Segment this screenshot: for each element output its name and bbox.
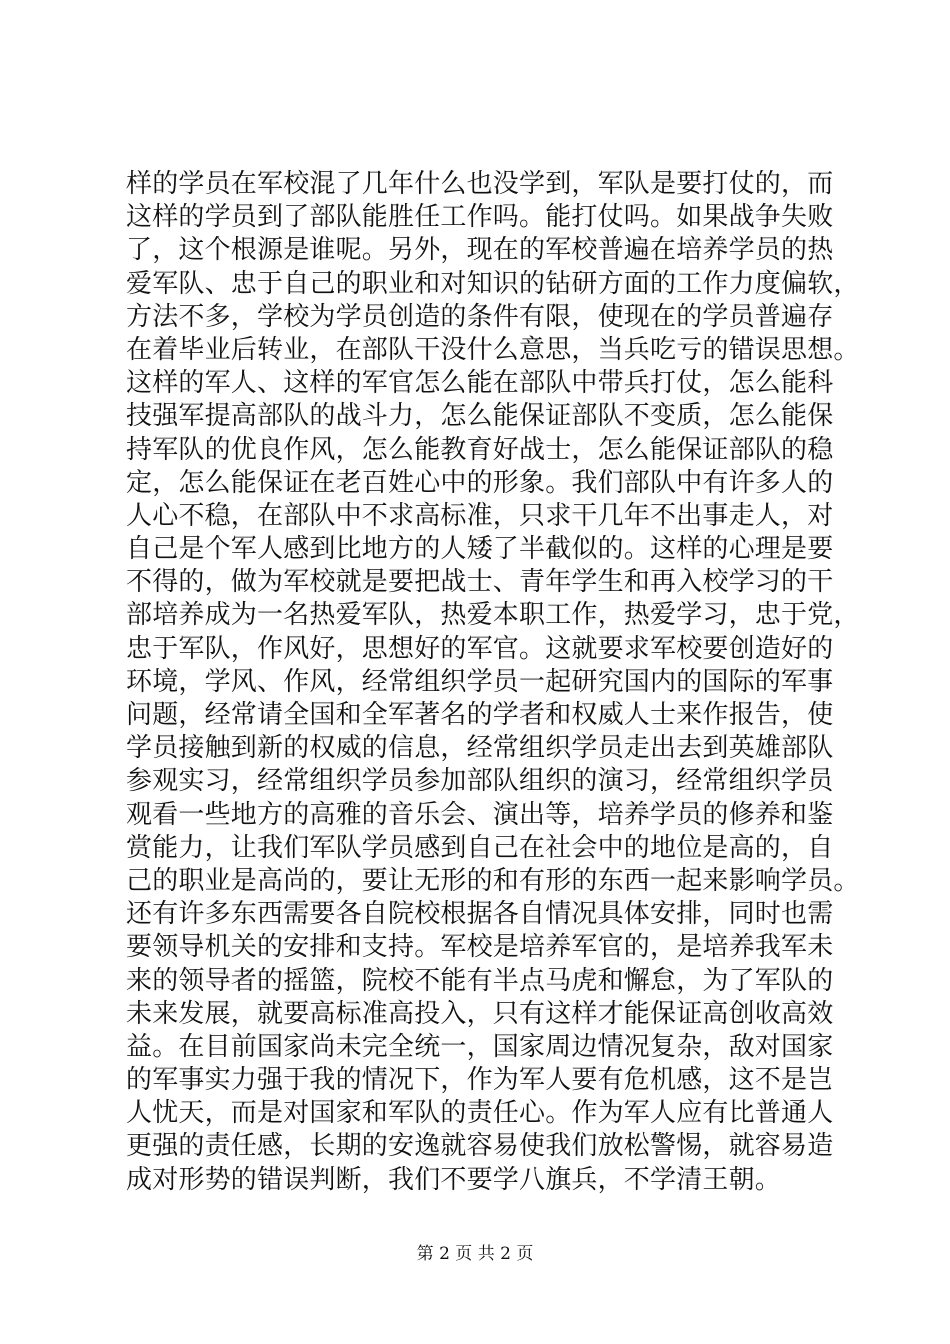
text-line: 来的领导者的摇篮，院校不能有半点马虎和懈怠，为了军队的 xyxy=(126,965,834,996)
text-line: 观看一些地方的高雅的音乐会、演出等，培养学员的修养和鉴 xyxy=(126,799,834,830)
text-line: 更强的责任感，长期的安逸就容易使我们放松警惕，就容易造 xyxy=(126,1131,834,1162)
text-line: 赏能力，让我们军队学员感到自己在社会中的地位是高的，自 xyxy=(126,832,834,863)
text-line: 益。在目前国家尚未完全统一，国家周边情况复杂，敌对国家 xyxy=(126,1031,834,1062)
text-line: 学员接触到新的权威的信息，经常组织学员走出去到英雄部队 xyxy=(126,733,834,764)
text-line: 部培养成为一名热爱军队，热爱本职工作，热爱学习，忠于党， xyxy=(126,600,860,631)
text-line: 持军队的优良作风，怎么能教育好战士，怎么能保证部队的稳 xyxy=(126,434,834,465)
text-line: 人心不稳，在部队中不求高标准，只求干几年不出事走人，对 xyxy=(126,500,834,531)
text-line: 还有许多东西需要各自院校根据各自情况具体安排，同时也需 xyxy=(126,899,834,930)
body-text xyxy=(126,168,860,1197)
text-line: 环境，学风、作风，经常组织学员一起研究国内的国际的军事 xyxy=(126,666,834,697)
text-line: 技强军提高部队的战斗力，怎么能保证部队不变质，怎么能保 xyxy=(126,401,834,432)
page-number-label: 第 2 页 共 2 页 xyxy=(416,1244,534,1264)
text-line: 问题，经常请全国和全军著名的学者和权威人士来作报告，使 xyxy=(126,700,834,730)
text-line: 了，这个根源是谁呢。另外，现在的军校普遍在培养学员的热 xyxy=(126,235,834,266)
text-line: 定，怎么能保证在老百姓心中的形象。我们部队中有许多人的 xyxy=(126,467,834,498)
text-line: 要领导机关的安排和支持。军校是培养军官的，是培养我军未 xyxy=(126,932,834,963)
text-line: 己的职业是高尚的，要让无形的和有形的东西一起来影响学员。 xyxy=(126,865,860,896)
text-line: 成对形势的错误判断，我们不要学八旗兵，不学清王朝。 xyxy=(126,1164,782,1195)
text-line: 这样的学员到了部队能胜任工作吗。能打仗吗。如果战争失败 xyxy=(126,202,834,233)
text-line: 未来发展，就要高标准高投入，只有这样才能保证高创收高效 xyxy=(126,998,834,1029)
text-line: 爱军队、忠于自己的职业和对知识的钻研方面的工作力度偏软， xyxy=(126,268,860,299)
text-line: 参观实习，经常组织学员参加部队组织的演习，经常组织学员 xyxy=(126,766,834,797)
text-line: 样的学员在军校混了几年什么也没学到，军队是要打仗的，而 xyxy=(126,169,834,199)
text-line: 自己是个军人感到比地方的人矮了半截似的。这样的心理是要 xyxy=(126,534,834,565)
text-line: 人忧天，而是对国家和军队的责任心。作为军人应有比普通人 xyxy=(126,1098,834,1129)
text-line: 方法不多，学校为学员创造的条件有限，使现在的学员普遍存 xyxy=(126,301,834,332)
text-line: 的军事实力强于我的情况下，作为军人要有危机感，这不是岂 xyxy=(126,1065,834,1096)
text-line: 这样的军人、这样的军官怎么能在部队中带兵打仗，怎么能科 xyxy=(126,368,834,399)
text-line: 忠于军队，作风好，思想好的军官。这就要求军校要创造好的 xyxy=(126,633,834,664)
text-line: 不得的，做为军校就是要把战士、青年学生和再入校学习的干 xyxy=(126,567,834,598)
page-footer xyxy=(0,1243,950,1265)
text-line: 在着毕业后转业，在部队干没什么意思，当兵吃亏的错误思想。 xyxy=(126,334,860,365)
